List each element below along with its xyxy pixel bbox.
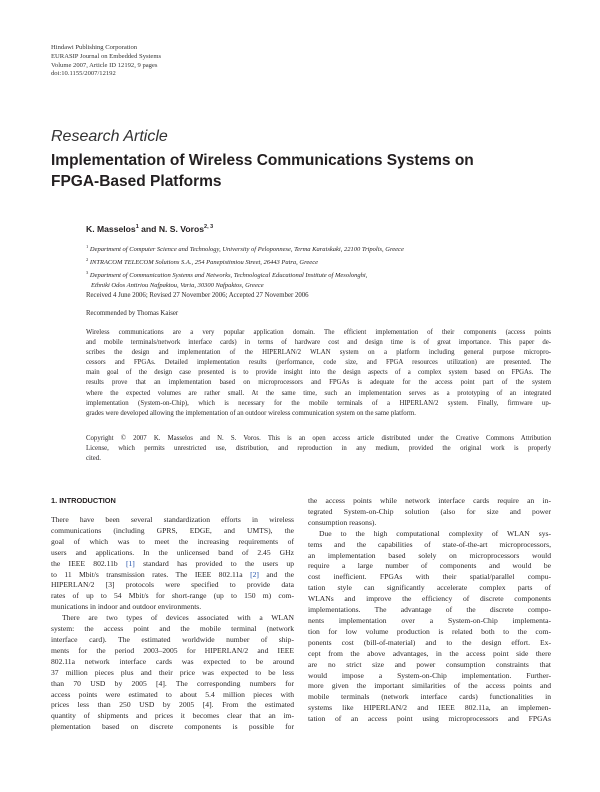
- body-text-line: 802.11a network interface cards was expected to be around: [51, 656, 294, 666]
- affiliation-text: Department of Computer Science and Technology, University of Peloponnese, Terma Karaiskaki, 22100 Tripolis, Greece: [88, 246, 404, 254]
- author-list: [86, 224, 213, 234]
- body-text-line: [51, 559, 294, 570]
- body-text-line: tation style can significantly accelerate complex parts of: [308, 583, 551, 593]
- copyright-line: Copyright © 2007 K. Masselos and N. S. Voros. This is an open access article distributed under the Creative Commons Attribution: [86, 435, 551, 442]
- affiliation-marker: 1: [135, 224, 139, 231]
- author-joiner: and: [138, 224, 159, 234]
- body-text-line: HIPERLAN/2 [3] protocols were specified to provide data: [51, 580, 294, 590]
- body-text-line: cost inefficient. FPGAs with their spatial/parallel compu-: [308, 572, 551, 582]
- body-column-right: [308, 496, 551, 725]
- abstract-line: implementation (System-on-Chip), which is necessary for the mobile terminals of a HIPERLAN/2 system. Finally, firmware up-: [86, 399, 551, 407]
- body-text-segment: standard has provided to the users up: [134, 558, 295, 568]
- abstract-line: Wireless communications are a very popular application domain. The efficient implementation of their components (access points: [86, 329, 551, 336]
- abstract-line: results prove that an implementation based on microprocessors and FPGAs is adequate for the access point part of the system: [86, 379, 551, 387]
- affiliation-text: Department of Communication Systems and Networks, Technological Educational Institute of Mesolonghi,: [88, 272, 368, 280]
- paper-title: [51, 151, 551, 192]
- body-text-line: access points were estimated to about 5.4 million pieces with: [51, 689, 294, 699]
- copyright-line: License, which permits unrestricted use, distribution, and reproduction in any medium, provided the original work is properly: [86, 445, 551, 453]
- article-type: Research Article: [51, 128, 168, 145]
- body-text-line: the access points while network interface cards require an in-: [308, 496, 551, 505]
- publisher-info: [51, 44, 161, 79]
- body-text-line: more given the important similarities of the access points and: [308, 681, 551, 691]
- abstract-line: cessors and FPGAs. Detailed implementation results (performance, code size, and FPGA resources utilization) are presented. The: [86, 359, 551, 367]
- abstract-line: and mobile terminals/network interface cards) in terms of hardware cost and design time is of great importance. This paper de-: [86, 339, 551, 347]
- abstract: [86, 328, 551, 419]
- body-text-line: tion for low volume production is related both to the com-: [308, 626, 551, 636]
- abstract-line: main goal of the design case presented is to provide insight into the design aspects of a complex system based on FPGAs. The: [86, 369, 551, 377]
- body-text-line: implementations. The advantage of the discrete compo-: [308, 605, 551, 615]
- body-text-line: require a large number of components and would be: [308, 561, 551, 571]
- body-text-line: [51, 570, 294, 581]
- submission-dates: Received 4 June 2006; Revised 27 November 2006; Accepted 27 November 2006: [86, 292, 309, 299]
- body-text-line: There have been several standardization efforts in wireless: [51, 515, 294, 524]
- body-text-line: munications in indoor and outdoor environments.: [51, 602, 202, 612]
- abstract-line: scribes the design and implementation of the HIPERLAN/2 WLAN system on a platform including general purpose micropro-: [86, 349, 551, 357]
- body-text-line: tation of an access point using microprocessors and FPGAs: [308, 714, 551, 724]
- body-text-line: prices less than 250 USD by 2005 [4]. From the estimated: [51, 700, 294, 710]
- citation-link[interactable]: [1]: [125, 558, 135, 568]
- affiliation: [86, 255, 404, 268]
- body-text-line: mobile terminals (network interface cards) functionalities in: [308, 692, 551, 702]
- body-text-line: rates of up to 54 Mbit/s for short-range (up to 150 m) com-: [51, 591, 294, 601]
- citation-link[interactable]: [2]: [250, 569, 259, 579]
- abstract-line: grades were developed allowing the implementation of an outdoor wireless communication system on the same platform.: [86, 409, 416, 417]
- affiliation-marker: 2, 3: [204, 224, 214, 231]
- body-text-line: ments for the period 2003–2005 for HIPERLAN/2 and IEEE: [51, 645, 294, 655]
- section-heading-introduction: 1. INTRODUCTION: [51, 496, 116, 505]
- body-text-line: ponents cost (bill-of-material) and to the design effort. Ex-: [308, 637, 551, 647]
- recommended-by: Recommended by Thomas Kaiser: [86, 310, 179, 317]
- body-text-line: tems and the capabilities of state-of-the-art microprocessors,: [308, 539, 551, 549]
- affiliation-number: 1: [86, 244, 89, 249]
- affiliation-number: 3: [86, 270, 89, 276]
- copyright-notice: [86, 434, 551, 464]
- body-text-line: WLANs and improve the efficiency of discrete components: [308, 594, 551, 604]
- affiliation: [86, 268, 404, 281]
- abstract-line: where the expected volumes are rather small. At the same time, such an implementation serves as a prototyping of an integrated: [86, 389, 551, 397]
- body-text-segment: the IEEE 802.11b: [51, 558, 126, 568]
- title-line: Implementation of Wireless Communications Systems on: [51, 152, 474, 169]
- affiliation-text: INTRACOM TELECOM Solutions S.A., 254 Panepistimiou Street, 26443 Patra, Greece: [88, 259, 318, 267]
- body-text-line: communications (including GPRS, EDGE, and UMTS), the: [51, 525, 294, 535]
- body-text-line: plementation based on discrete components is possible for: [51, 722, 294, 732]
- body-text-segment: to 11 Mbit/s transmission rates. The IEEE 802.11a: [51, 569, 251, 579]
- body-text-line: users and applications. In the unlicensed band of 2.45 GHz: [51, 547, 294, 557]
- body-text-line: goal of which was to meet the increasing requirements of: [51, 536, 294, 546]
- body-text-line: interface card). The estimated worldwide number of ship-: [51, 634, 294, 644]
- body-text-line: than 70 USD by 2005 [4]. The corresponding numbers for: [51, 678, 294, 688]
- publisher-line: Hindawi Publishing Corporation: [51, 44, 138, 51]
- body-text-line: nents implementation over a System-on-Chip implementa-: [308, 615, 551, 625]
- affiliation-text: Ethniki Odos Antiriou Nafpaktou, Varia, 30300 Nafpaktos, Greece: [91, 282, 264, 290]
- body-text-line: are no strict size and power consumption constraints that: [308, 659, 551, 669]
- title-line: FPGA-Based Platforms: [51, 172, 222, 190]
- volume-info: Volume 2007, Article ID 12192, 9 pages: [51, 61, 158, 69]
- body-text-line: systems like HIPERLAN/2 and IEEE 802.11a, an implemen-: [308, 703, 551, 713]
- body-text-line: an implementation based solely on microprocessors would: [308, 550, 551, 560]
- copyright-line: cited.: [86, 455, 101, 463]
- author-name: N. S. Voros: [158, 224, 205, 234]
- body-text-line: There are two types of devices associated with a WLAN: [62, 613, 294, 623]
- body-text-line: consumption reasons).: [308, 517, 377, 527]
- body-text-line: system: the access point and the mobile terminal (network: [51, 624, 294, 634]
- affiliations: [86, 242, 404, 291]
- body-text-line: Due to the high computational complexity of WLAN sys-: [319, 528, 551, 538]
- body-text-line: quantity of shipments and prices it becomes clear that an im-: [51, 711, 294, 721]
- affiliation-number: 2: [86, 257, 89, 263]
- body-text-segment: and the: [258, 569, 294, 579]
- body-column-left: [51, 515, 294, 733]
- body-text-line: cept from the above advantages, in the access point side there: [308, 648, 551, 658]
- body-text-line: tegrated System-on-Chip solution (also for size and power: [308, 506, 551, 516]
- affiliation: [86, 242, 404, 255]
- body-text-line: 37 million pieces plus and their price was expected to be less: [51, 667, 294, 677]
- doi[interactable]: doi:10.1155/2007/12192: [51, 70, 116, 78]
- affiliation: [86, 281, 404, 291]
- body-text-line: would impose a System-on-Chip implementation. Further-: [308, 670, 551, 680]
- author-name: K. Masselos: [86, 224, 136, 234]
- journal-name: EURASIP Journal on Embedded Systems: [51, 52, 162, 60]
